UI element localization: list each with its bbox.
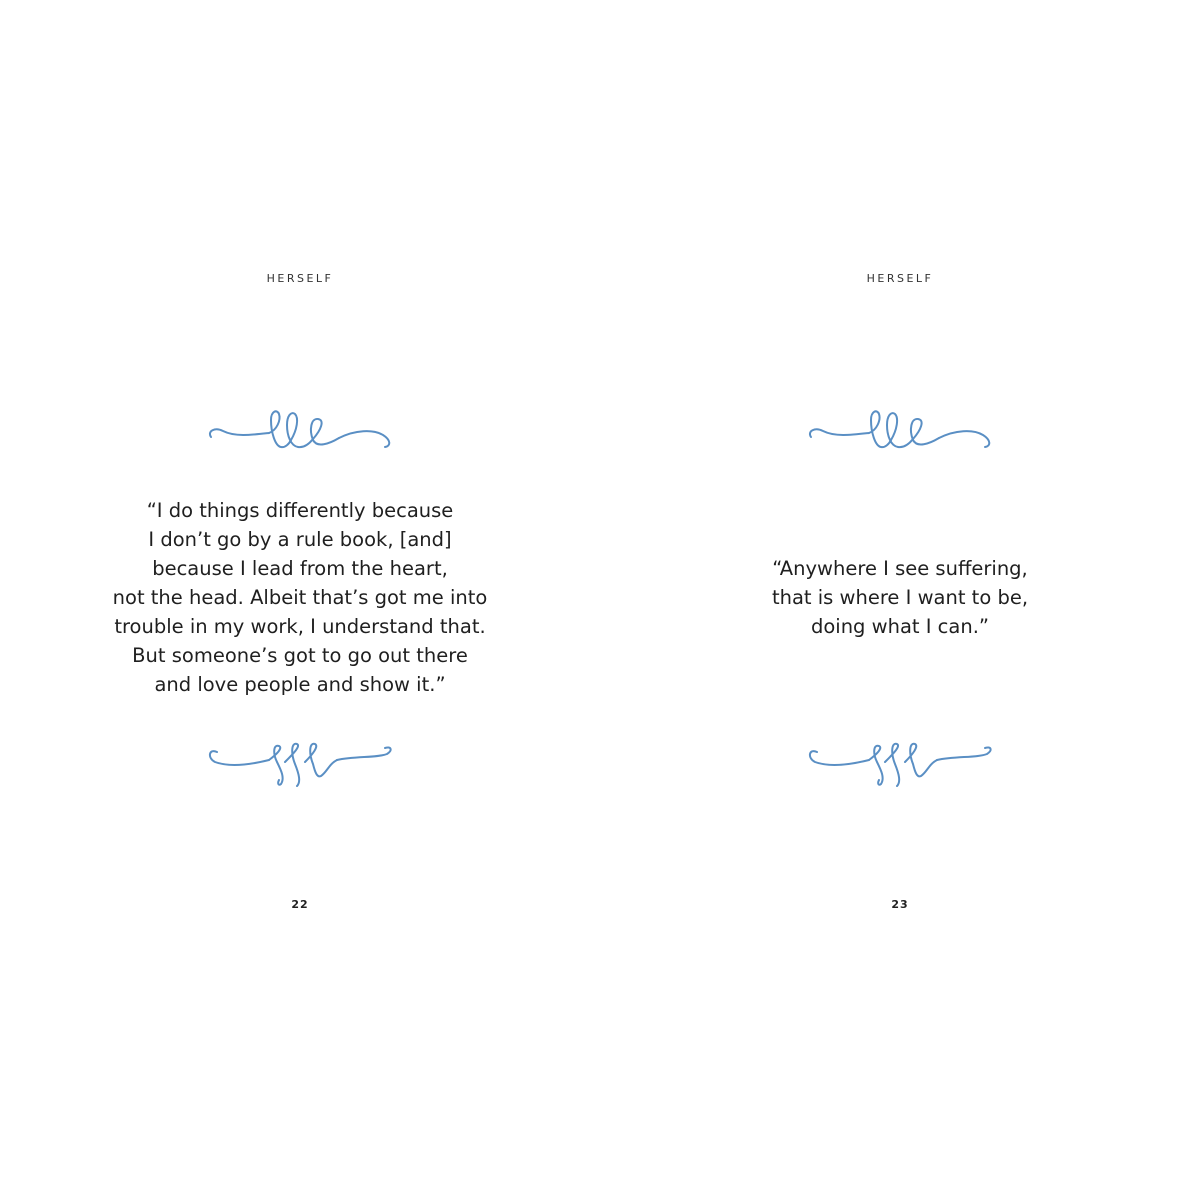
- top-flourish-ornament: [805, 400, 995, 470]
- right-page: [600, 0, 1200, 1200]
- quote-line: because I lead from the heart,: [152, 557, 448, 580]
- quote-line: I don’t go by a rule book, [and]: [148, 528, 452, 551]
- bottom-flourish-ornament: [805, 722, 995, 792]
- running-head: HERSELF: [866, 272, 934, 285]
- quote-line: trouble in my work, I understand that.: [114, 615, 486, 638]
- page-number: 22: [291, 898, 309, 911]
- quote-line: that is where I want to be,: [771, 586, 1029, 609]
- quote-line: “I do things differently because: [146, 499, 454, 522]
- running-head: HERSELF: [266, 272, 334, 285]
- quote-line: “Anywhere I see suffering,: [772, 557, 1028, 580]
- quote-line: not the head. Albeit that’s got me into: [112, 586, 488, 609]
- quote-line: doing what I can.”: [810, 615, 990, 638]
- page-number: 23: [891, 898, 909, 911]
- quote-text: [660, 554, 1140, 641]
- quote-line: and love people and show it.”: [154, 673, 446, 696]
- top-flourish-ornament: [205, 400, 395, 470]
- quote-text: [60, 496, 540, 699]
- quote-line: But someone’s got to go out there: [132, 644, 468, 667]
- bottom-flourish-ornament: [205, 722, 395, 792]
